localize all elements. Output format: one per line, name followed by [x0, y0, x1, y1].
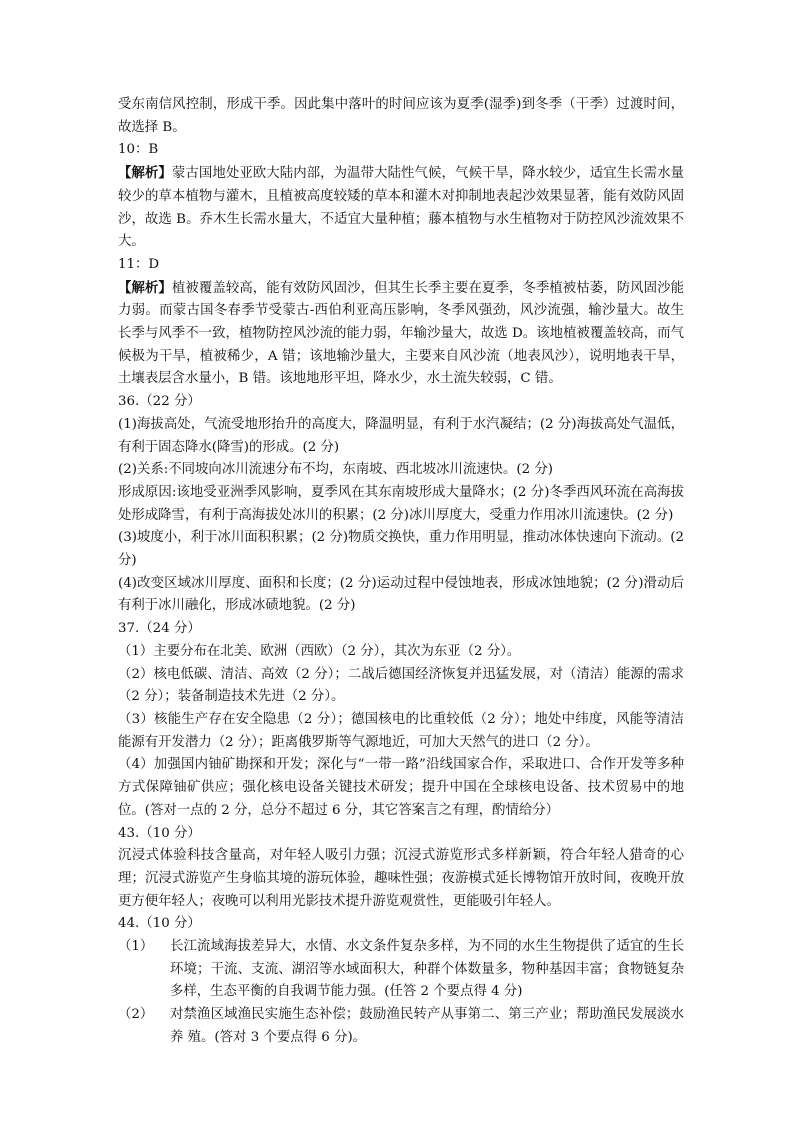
q36-part4: (4)改变区域冰川厚度、面积和长度；(2 分)运动过程中侵蚀地表，形成冰蚀地貌；(2 分)滑动后有利于冰川融化，形成冰碛地貌。(2 分) [118, 575, 684, 614]
q44-item [118, 936, 684, 1004]
q37-header: 37.（24 分） [118, 621, 201, 637]
q43-header: 43.（10 分） [118, 825, 201, 841]
q11-explanation-label: 【解析】 [118, 279, 172, 296]
q36-part2: (2)关系:不同坡向冰川流速分布不均，东南坡、西北坡冰川流速快。(2 分) [118, 462, 554, 478]
q11-explanation [118, 277, 684, 392]
q37-part2: （2）核电低碳、清洁、高效（2 分）；二战后德国经济恢复并迅猛发展，对（清洁）能源的需求（2 分）；装备制造技术先进（2 分）。 [118, 666, 684, 705]
q36-part2-cause: 形成原因:该地受亚洲季风影响，夏季风在其东南坡形成大量降水；(2 分)冬季西风环流在高海拔处形成降雪，有利于高海拔处冰川的积累；(2 分)冰川厚度大，受重力作用冰川流速快。(2 分) [118, 484, 684, 523]
q44-item-text: 对禁渔区域渔民实施生态补偿；鼓励渔民转产从事第二、第三产业；帮助渔民发展淡水养 殖。(答对 3 个要点得 6 分)。 [170, 1007, 684, 1045]
q10-explanation [118, 162, 684, 254]
q37-part1: （1）主要分布在北美、欧洲（西欧）（2 分），其次为东亚（2 分）。 [118, 643, 521, 659]
q44-item-text: 长江流域海拔差异大，水情、水文条件复杂多样，为不同的水生生物提供了适宜的生长环境；干流、支流、湖沼等水域面积大，种群个体数量多，物种基因丰富；食物链复杂多样，生态平衡的自我调节能力强。(任答 2 个要点得 4 分) [170, 939, 684, 1000]
q44-item-number: （2） [118, 1007, 154, 1023]
q44-item [118, 1004, 684, 1049]
q10-answer: 10：B [118, 142, 159, 158]
q43-text: 沉浸式体验科技含量高，对年轻人吸引力强；沉浸式游览形式多样新颖，符合年轻人猎奇的心理；沉浸式游览产生身临其境的游玩体验，趣味性强；夜游模式延长博物馆开放时间，夜晚开放更方便年轻人；夜晚可以利用光影技术提升游览观赏性，更能吸引年轻人。 [118, 848, 684, 909]
q36-part3: (3)坡度小，利于冰川面积积累；(2 分)物质交换快，重力作用明显，推动冰体快速向下流动。(2 分) [118, 530, 684, 569]
q37-part3: （3）核能生产存在安全隐患（2 分）；德国核电的比重较低（2 分）；地处中纬度，风能等清洁能源有开发潜力（2 分）；距离俄罗斯等气源地近，可加大天然气的进口（2 分）。 [118, 711, 684, 750]
answer-key-content [118, 94, 684, 1050]
q37-part4: （4）加强国内铀矿勘探和开发；深化与“一带一路”沿线国家合作，采取进口、合作开发等多种方式保障铀矿供应；强化核电设备关键技术研发；提升中国在全球核电设备、技术贸易中的地位。(答对一点的 2 分，总分不超过 6 分，其它答案言之有理，酌情给分） [118, 757, 684, 818]
q44-header: 44.（10 分） [118, 916, 201, 932]
q44-item-number: （1） [118, 939, 154, 955]
q10-explanation-text: 蒙古国地处亚欧大陆内部，为温带大陆性气候，气候干旱，降水较少，适宜生长需水量较少的草本植物与灌木，且植被高度较矮的草本和灌木对抑制地表起沙效果显著，能有效防风固沙，故选 B。乔木生长需水量大，不适宜大量种植；藤本植物与水生植物对于防控风沙流效果不大。 [118, 166, 685, 250]
q36-header: 36.（22 分） [118, 394, 201, 410]
q11-answer: 11：D [118, 256, 160, 272]
continued-explanation: 受东南信风控制，形成干季。因此集中落叶的时间应该为夏季(湿季)到冬季（干季）过渡时间，故选择 B。 [118, 97, 684, 135]
q36-part1: (1)海拔高处，气流受地形抬升的高度大，降温明显，有利于水汽凝结；(2 分)海拔高处气温低，有利于固态降水(降雪)的形成。(2 分) [118, 416, 684, 455]
q11-explanation-text: 植被覆盖较高，能有效防风固沙，但其生长季主要在夏季，冬季植被枯萎，防风固沙能力弱。而蒙古国冬春季节受蒙古-西伯利亚高压影响，冬季风强劲，风沙流强，输沙量大。故生长季与风季不一致，植物防控风沙流的能力弱，年输沙量大，故选 D。该地植被覆盖较高，而气候极为干旱，植被稀少，A 错；该地输沙量大，主要来自风沙流（地表风沙），说明地表干旱，土壤表层含水量小，B 错。该地地形平坦，降水少，水土流失较弱，C 错。 [118, 280, 685, 387]
q10-explanation-label: 【解析】 [118, 165, 172, 182]
